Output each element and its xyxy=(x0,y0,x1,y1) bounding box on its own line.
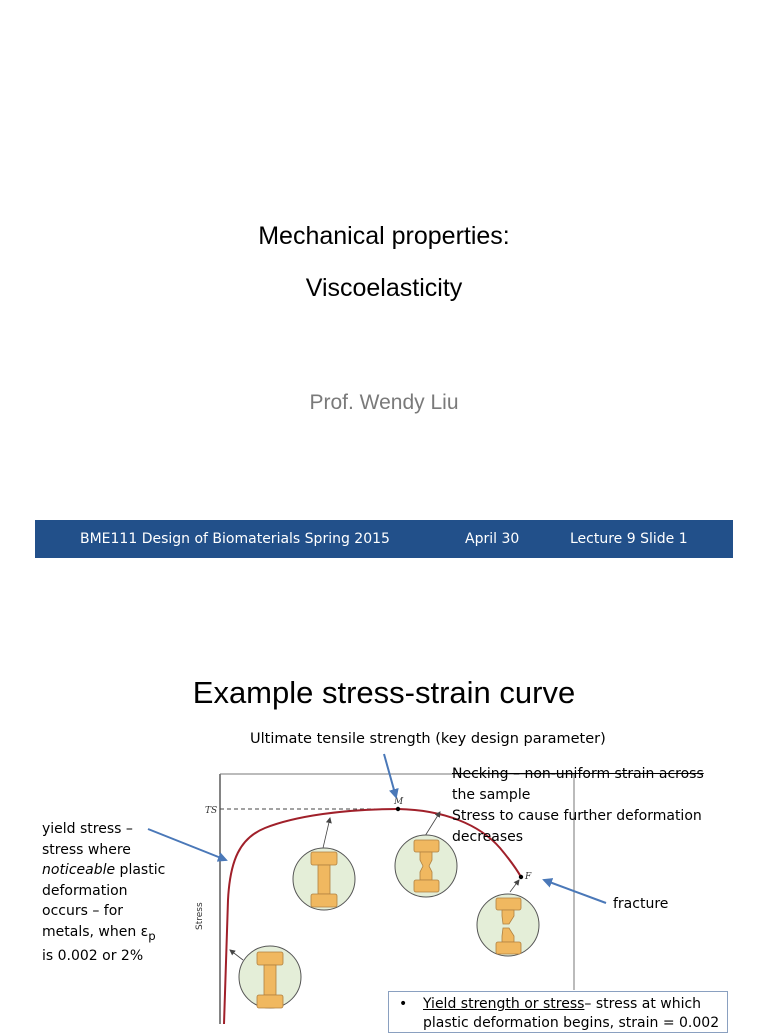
yield-line7: is 0.002 or 2% xyxy=(42,947,144,964)
necking-line3: Stress to cause further deformation xyxy=(452,808,702,824)
point-m-label: M xyxy=(394,797,404,807)
specimen2-pointer xyxy=(425,812,440,836)
fracture-arrow xyxy=(544,880,606,903)
yield-stress-text xyxy=(42,819,182,966)
yield-line1: yield stress – xyxy=(42,821,133,837)
ts-tick-label: TS xyxy=(205,806,218,816)
definition-line2: plastic deformation begins, strain = 0.002 xyxy=(423,1015,720,1031)
footer-lecture: Lecture 9 Slide 1 xyxy=(570,531,688,547)
footer-date: April 30 xyxy=(465,531,520,547)
uts-label: Ultimate tensile strength (key design parameter) xyxy=(250,731,606,747)
specimen-fracture xyxy=(477,894,539,956)
uts-arrow xyxy=(384,754,396,797)
slide2-title: Example stress-strain curve xyxy=(192,675,576,710)
yield-line4: deformation xyxy=(42,882,128,899)
point-f-marker xyxy=(519,875,523,879)
slide1-title-line2: Viscoelasticity xyxy=(305,274,463,302)
specimen1-pointer xyxy=(323,818,330,848)
definition-line1 xyxy=(423,996,701,1012)
definition-box xyxy=(388,991,728,1033)
specimen4-pointer xyxy=(230,950,243,960)
footer-course: BME111 Design of Biomaterials Spring 2015 xyxy=(80,531,390,547)
yield-line3-rest: plastic xyxy=(115,862,166,878)
necking-rest: – non-uniform strain across xyxy=(508,766,704,782)
definition-rest: – stress at which xyxy=(584,996,702,1012)
yield-line6 xyxy=(42,922,182,946)
necking-line4: decreases xyxy=(452,829,524,845)
yield-subscript: p xyxy=(148,928,156,943)
yield-line5: occurs – for xyxy=(42,903,124,919)
necking-line2: the sample xyxy=(452,787,531,803)
point-f-label: F xyxy=(525,872,532,882)
specimen-necking xyxy=(395,835,457,897)
yield-line6-text: metals, when ε xyxy=(42,923,149,940)
yield-italic-word: noticeable xyxy=(42,862,116,878)
definition-term: Yield strength or stress xyxy=(423,996,585,1012)
necking-word: Necking xyxy=(452,766,509,782)
slide1-author: Prof. Wendy Liu xyxy=(309,391,459,414)
specimen-elastic xyxy=(239,946,301,1008)
stress-axis-label: Stress xyxy=(195,902,205,930)
specimen-uniform xyxy=(293,848,355,910)
bullet-icon: • xyxy=(399,996,408,1012)
point-m-marker xyxy=(396,807,400,811)
yield-line2: stress where xyxy=(42,841,131,858)
necking-line1 xyxy=(452,764,704,785)
fracture-label: fracture xyxy=(613,896,669,912)
yield-line3 xyxy=(42,860,182,881)
specimen3-pointer xyxy=(510,880,519,892)
slide1-title-line1: Mechanical properties: xyxy=(258,222,510,250)
